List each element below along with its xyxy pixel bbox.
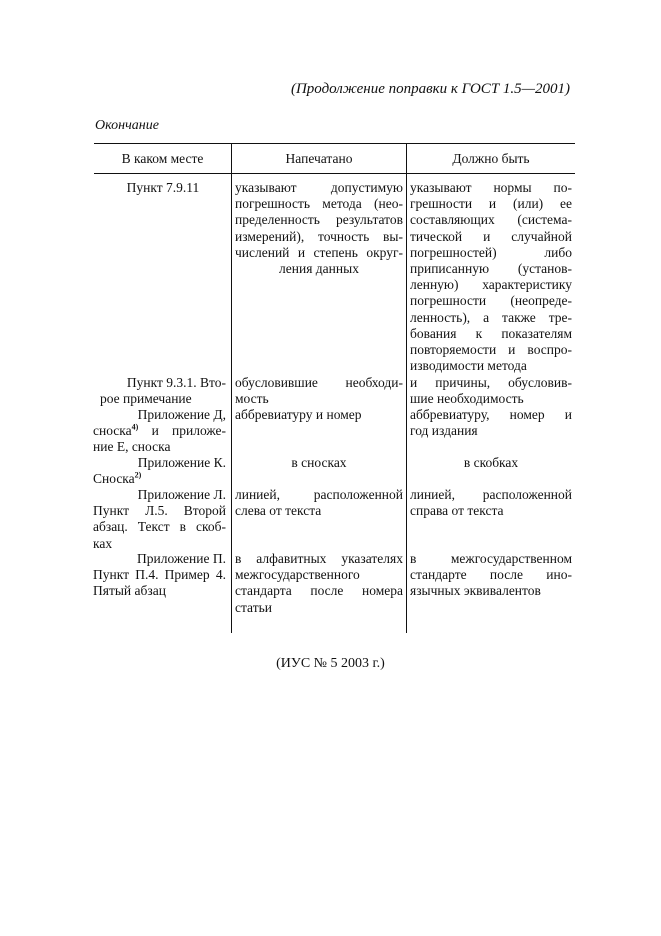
table-row (235, 375, 403, 407)
table-row (93, 551, 226, 600)
should-be-line: грешности и (или) ее (410, 196, 572, 212)
table-row (410, 375, 572, 407)
table-top-rule (94, 143, 575, 144)
table-header-rule (94, 173, 575, 174)
place-line: Пункт 9.3.1. Вто- (126, 375, 226, 390)
footnote-marker: 4) (131, 422, 139, 432)
printed-line: ления данных (279, 261, 359, 277)
place-line: Приложение П. (137, 551, 226, 566)
table-row (93, 487, 226, 552)
should-be-line: линией, расположенной (410, 487, 572, 502)
should-be-line: погрешности (неопреде- (410, 293, 572, 309)
should-be-line: и причины, обусловив- (410, 375, 572, 390)
section-label: Окончание (95, 118, 159, 133)
printed-line: указывают допустимую (235, 180, 403, 195)
printed-line: обусловившие необходи- (235, 375, 403, 390)
place-line: абзац. Текст в скоб- (93, 519, 226, 535)
printed-line: межгосударственного (235, 567, 360, 583)
column-header-should-be: Должно быть (452, 151, 530, 166)
column-divider-2 (406, 143, 407, 633)
column-header-printed: Напечатано (285, 151, 353, 166)
table-row (100, 180, 226, 196)
printed-line: аббревиатуру и номер (235, 407, 362, 422)
place-fragment: Сноска (93, 471, 135, 487)
footer-reference: (ИУС № 5 2003 г.) (276, 656, 385, 671)
place-line (93, 423, 226, 439)
should-be-line: справа от текста (410, 503, 504, 519)
table-row (93, 407, 226, 456)
printed-line: в сносках (291, 455, 347, 470)
place-line: Пункт П.4. Пример 4. (93, 567, 226, 583)
should-be-line: бования к показателям (410, 325, 572, 341)
place-line: Приложение Л. (137, 487, 226, 502)
place-line: ние Е, сноска (93, 439, 171, 455)
table-row (235, 180, 403, 277)
table-row (100, 375, 226, 407)
table-row (410, 455, 572, 471)
place-fragment: и приложе- (151, 423, 227, 439)
printed-line: статьи (235, 599, 272, 615)
printed-line: пределенность результатов (235, 212, 403, 228)
footnote-marker: 2) (134, 470, 142, 480)
place-line: рое примечание (100, 391, 192, 407)
table-row (410, 180, 572, 374)
place-line: ках (93, 535, 113, 551)
should-be-line: указывают нормы по- (410, 180, 572, 195)
table-row (93, 455, 226, 487)
printed-line: стандарта после номера (235, 583, 403, 599)
should-be-line: в межгосударственном (410, 551, 572, 566)
should-be-line: стандарте после ино- (410, 567, 572, 583)
printed-line: мость (235, 391, 269, 407)
should-be-line: год издания (410, 423, 478, 439)
place-line: Пятый абзац (93, 583, 166, 599)
should-be-line: тической и случайной (410, 228, 572, 244)
should-be-line: в скобках (463, 455, 519, 470)
should-be-line: погрешностей) либо (410, 244, 572, 260)
table-row (235, 455, 403, 471)
continuation-header: (Продолжение поправки к ГОСТ 1.5—2001) (290, 81, 570, 97)
table-row (410, 487, 572, 519)
should-be-line: повторяемости и воспро- (410, 342, 572, 358)
printed-line: погрешность метода (нео- (235, 196, 403, 212)
table-row (410, 551, 572, 600)
column-divider-1 (231, 143, 232, 633)
should-be-line: язычных эквивалентов (410, 583, 541, 599)
should-be-line: шие необходимость (410, 391, 524, 407)
printed-line: числений и степень округ- (235, 244, 403, 260)
place-line: Приложение К. (137, 455, 226, 470)
printed-line: в алфавитных указателях (235, 551, 403, 566)
printed-line: линией, расположенной (235, 487, 403, 502)
place-line: Пункт 7.9.11 (126, 180, 200, 195)
printed-line: измерений), точность вы- (235, 228, 403, 244)
place-line: Приложение Д, (137, 407, 226, 422)
should-be-line: аббревиатуру, номер и (410, 407, 572, 422)
should-be-line: составляющих (системa- (410, 212, 572, 228)
printed-line: слева от текста (235, 503, 322, 519)
should-be-line: приписанную (установ- (410, 261, 572, 277)
table-row (410, 407, 572, 439)
table-row (235, 551, 403, 616)
column-header-place: В каком месте (121, 151, 204, 166)
place-line (93, 471, 226, 487)
table-row (235, 407, 403, 423)
should-be-line: ленность), а также тре- (410, 309, 572, 325)
table-row (235, 487, 403, 519)
place-fragment: сноска (93, 423, 132, 439)
should-be-line: ленную) характеристику (410, 277, 572, 293)
should-be-line: изводимости метода (410, 358, 527, 374)
place-line: Пункт Л.5. Второй (93, 503, 226, 519)
